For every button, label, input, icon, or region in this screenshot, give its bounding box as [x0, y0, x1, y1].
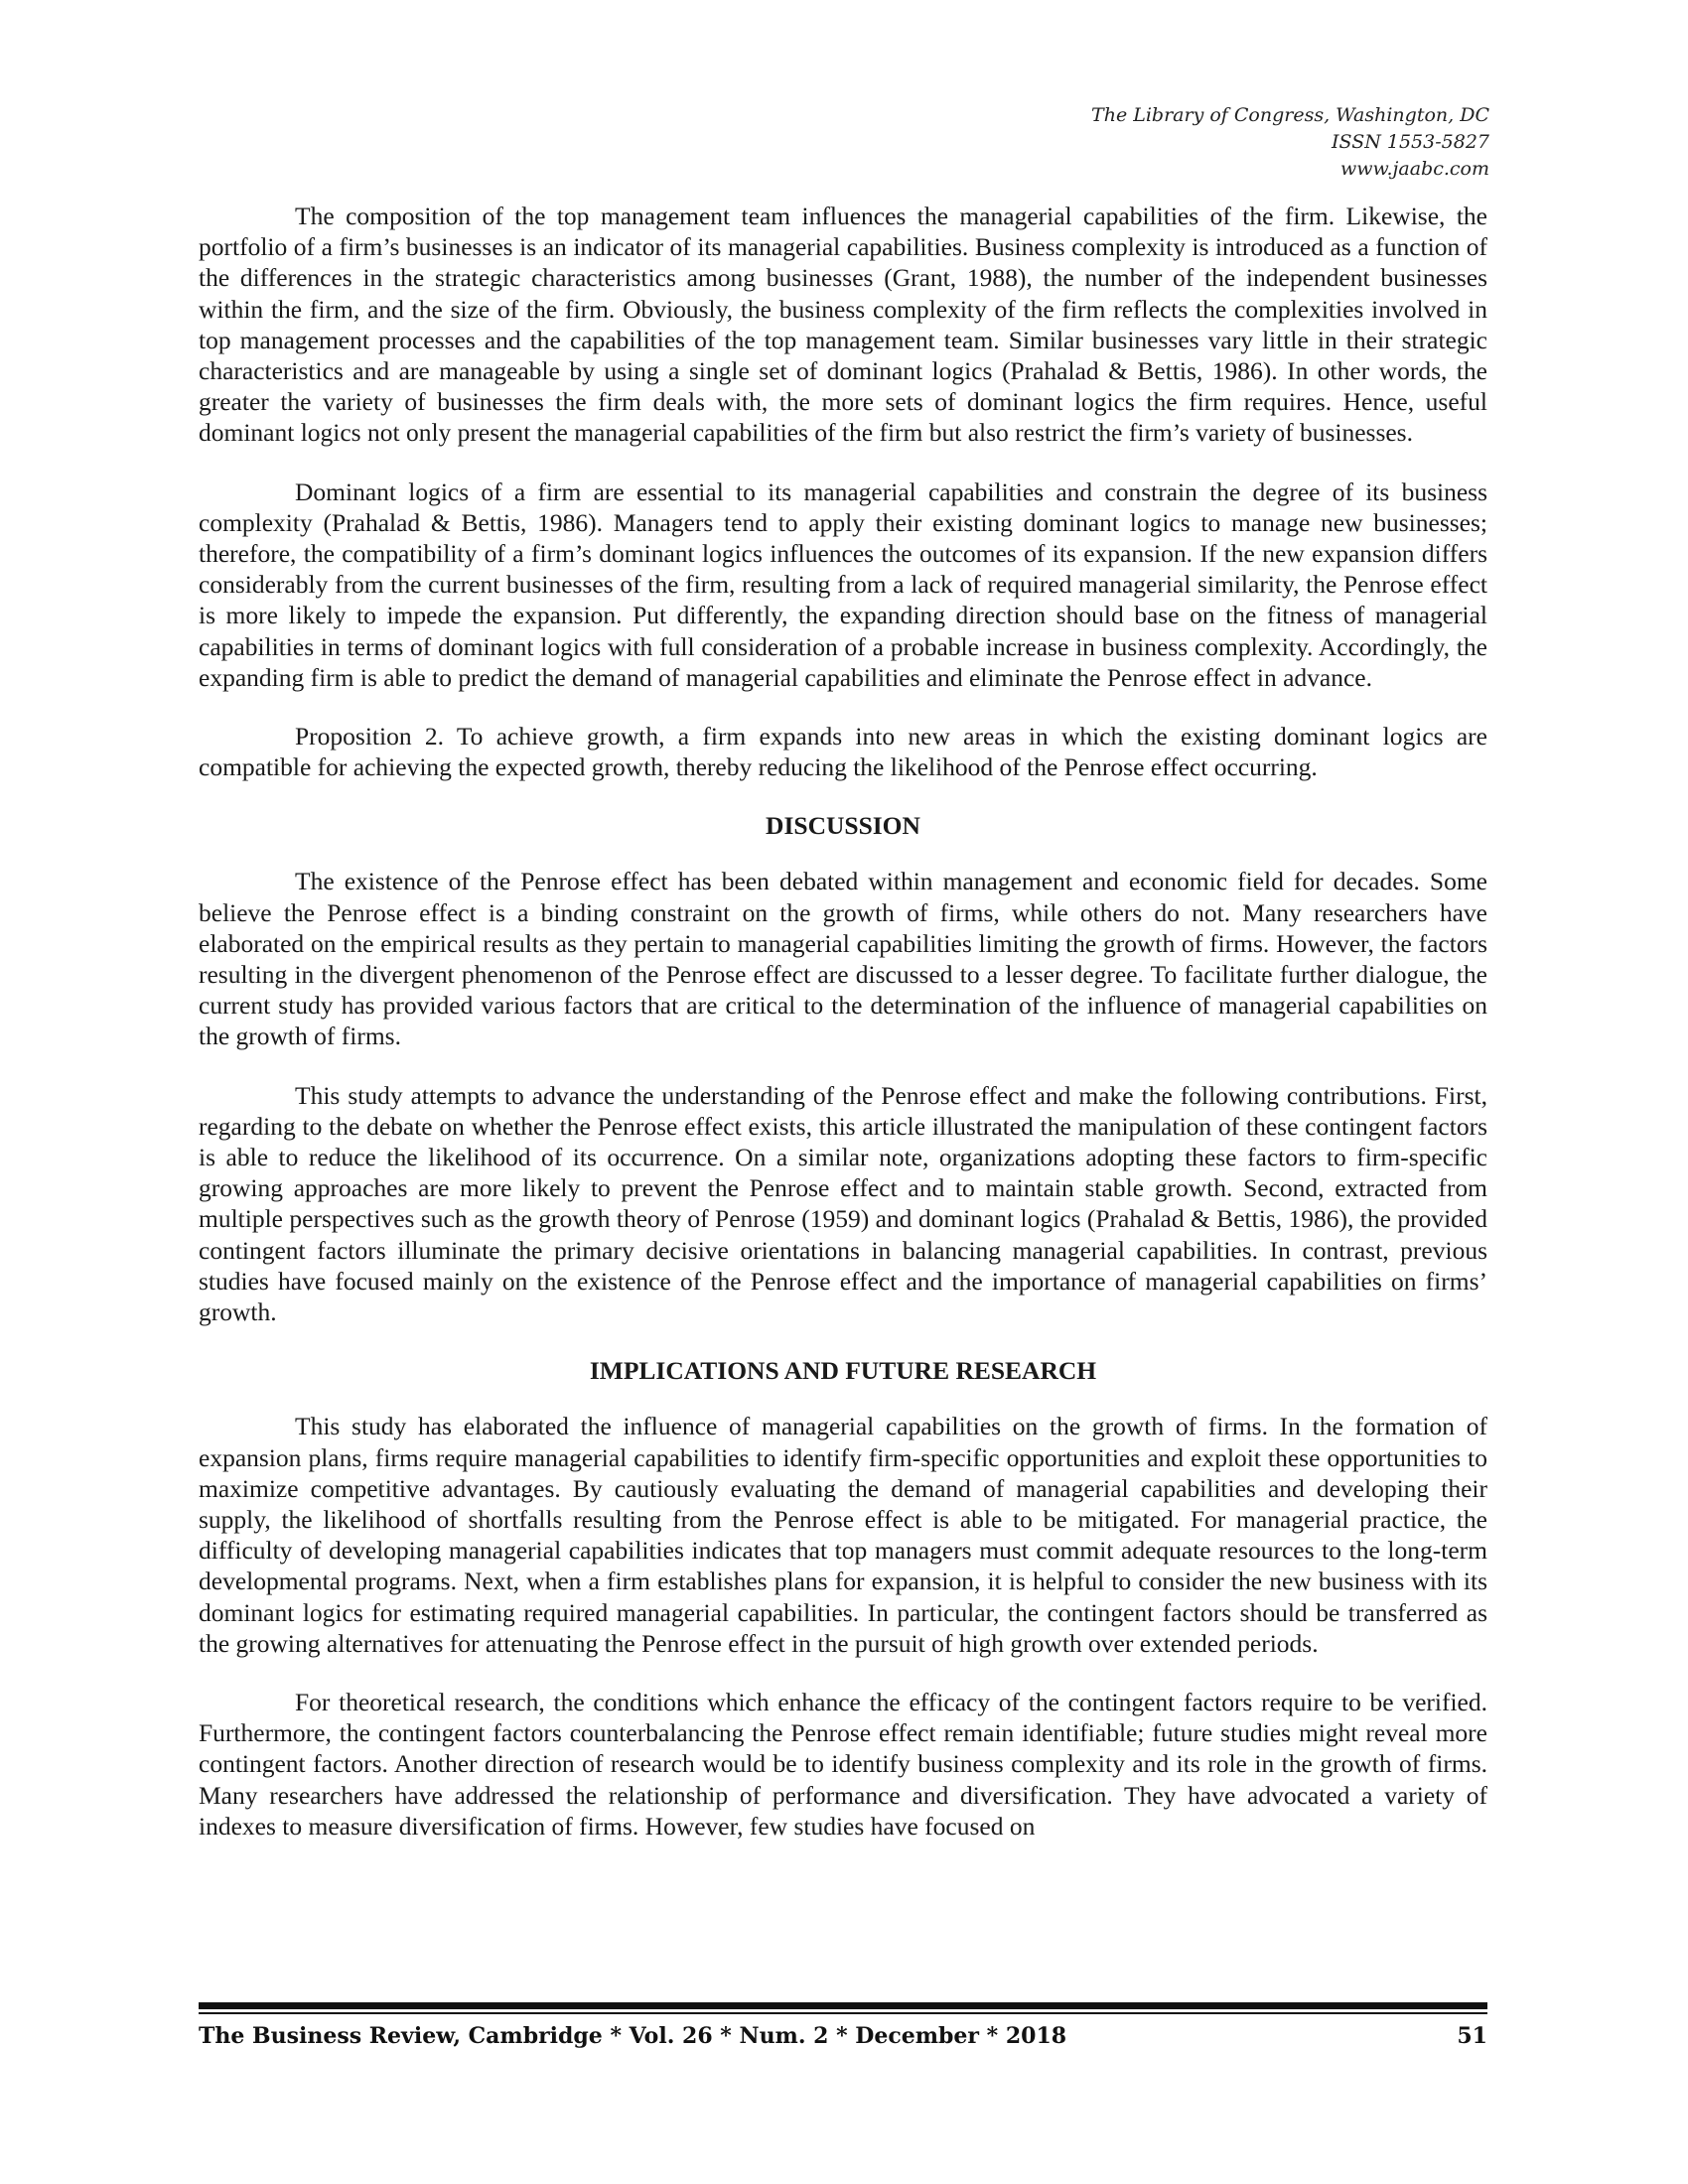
running-header [1091, 102, 1489, 183]
paragraph-implications-2: For theoretical research, the conditions which enhance the efficacy of the contingent factors require to be verified. Furthermore, the contingent factors counterbalancing the Penrose effect remain identifiable; future studies might reveal more contingent factors. Another direction of research would be to identify business complexity and its role in the growth of firms. Many researchers have addressed the relationship of performance and diversification. They have advocated a variety of indexes to measure diversification of firms. However, few studies have focused on [199, 1687, 1487, 1841]
header-library: The Library of Congress, Washington, DC [1091, 104, 1489, 126]
footer-journal-citation: The Business Review, Cambridge * Vol. 26 * Num. 2 * December * 2018 [199, 2023, 1067, 2049]
footer-rule-thin [199, 2012, 1487, 2014]
article-body [199, 201, 1487, 1869]
section-heading-discussion: DISCUSSION [766, 811, 920, 841]
paragraph-proposition-2: Proposition 2. To achieve growth, a firm expands into new areas in which the existing dominant logics are compatible for achieving the expected growth, thereby reducing the likelihood of the Penrose effect occurring. [199, 722, 1487, 782]
footer-rule-thick [199, 2002, 1487, 2009]
section-heading-implications: IMPLICATIONS AND FUTURE RESEARCH [589, 1356, 1097, 1386]
paragraph-implications-1: This study has elaborated the influence of managerial capabilities on the growth of firms. In the formation of expansion plans, firms require managerial capabilities to identify firm-specific opportunities and exploit these opportunities to maximize competitive advantages. By cautiously evaluating the demand of managerial capabilities and developing their supply, the likelihood of shortfalls resulting from the Penrose effect is able to be mitigated. For managerial practice, the difficulty of developing managerial capabilities indicates that top managers must commit adequate resources to the long-term developmental programs. Next, when a firm establishes plans for expansion, it is helpful to consider the new business with its dominant logics for estimating required managerial capabilities. In particular, the contingent factors should be transferred as the growing alternatives for attenuating the Penrose effect in the pursuit of high growth over extended periods. [199, 1412, 1487, 1658]
paragraph-discussion-2: This study attempts to advance the understanding of the Penrose effect and make the following contributions. First, regarding to the debate on whether the Penrose effect exists, this article illustrated the manipulation of these contingent factors is able to reduce the likelihood of its occurrence. On a similar note, organizations adopting these factors to firm-specific growing approaches are more likely to prevent the Penrose effect and to maintain stable growth. Second, extracted from multiple perspectives such as the growth theory of Penrose (1959) and dominant logics (Prahalad & Bettis, 1986), the provided contingent factors illuminate the primary decisive orientations in balancing managerial capabilities. In contrast, previous studies have focused mainly on the existence of the Penrose effect and the importance of managerial capabilities on firms’ growth. [199, 1080, 1487, 1327]
paragraph-dominant-logics: Dominant logics of a firm are essential to its managerial capabilities and constrain the degree of its business complexity (Prahalad & Bettis, 1986). Managers tend to apply their existing dominant logics to manage new businesses; therefore, the compatibility of a firm’s dominant logics influences the outcomes of its expansion. If the new expansion differs considerably from the current businesses of the firm, resulting from a lack of required managerial similarity, the Penrose effect is more likely to impede the expansion. Put differently, the expanding direction should base on the fitness of managerial capabilities in terms of dominant logics with full consideration of a probable increase in business complexity. Accordingly, the expanding firm is able to predict the demand of managerial capabilities and eliminate the Penrose effect in advance. [199, 477, 1487, 692]
page-number: 51 [1457, 2023, 1487, 2049]
header-issn: ISSN 1553-5827 [1332, 131, 1489, 153]
paragraph-discussion-1: The existence of the Penrose effect has been debated within management and economic field for decades. Some believe the Penrose effect is a binding constraint on the growth of firms, while others do not. Many researchers have elaborated on the empirical results as they pertain to managerial capabilities limiting the growth of firms. However, the factors resulting in the divergent phenomenon of the Penrose effect are discussed to a lesser degree. To facilitate further dialogue, the current study has provided various factors that are critical to the determination of the influence of managerial capabilities on the growth of firms. [199, 867, 1487, 1051]
paragraph-business-complexity: The composition of the top management team influences the managerial capabilities of the firm. Likewise, the portfolio of a firm’s businesses is an indicator of its managerial capabilities. Business complexity is introduced as a function of the differences in the strategic characteristics among businesses (Grant, 1988), the number of the independent businesses within the firm, and the size of the firm. Obviously, the business complexity of the firm reflects the complexities involved in top management processes and the capabilities of the top management team. Similar businesses vary little in their strategic characteristics and are manageable by using a single set of dominant logics (Prahalad & Bettis, 1986). In other words, the greater the variety of businesses the firm deals with, the more sets of dominant logics the firm requires. Hence, useful dominant logics not only present the managerial capabilities of the firm but also restrict the firm’s variety of businesses. [199, 202, 1487, 448]
header-website: www.jaabc.com [1339, 158, 1489, 180]
